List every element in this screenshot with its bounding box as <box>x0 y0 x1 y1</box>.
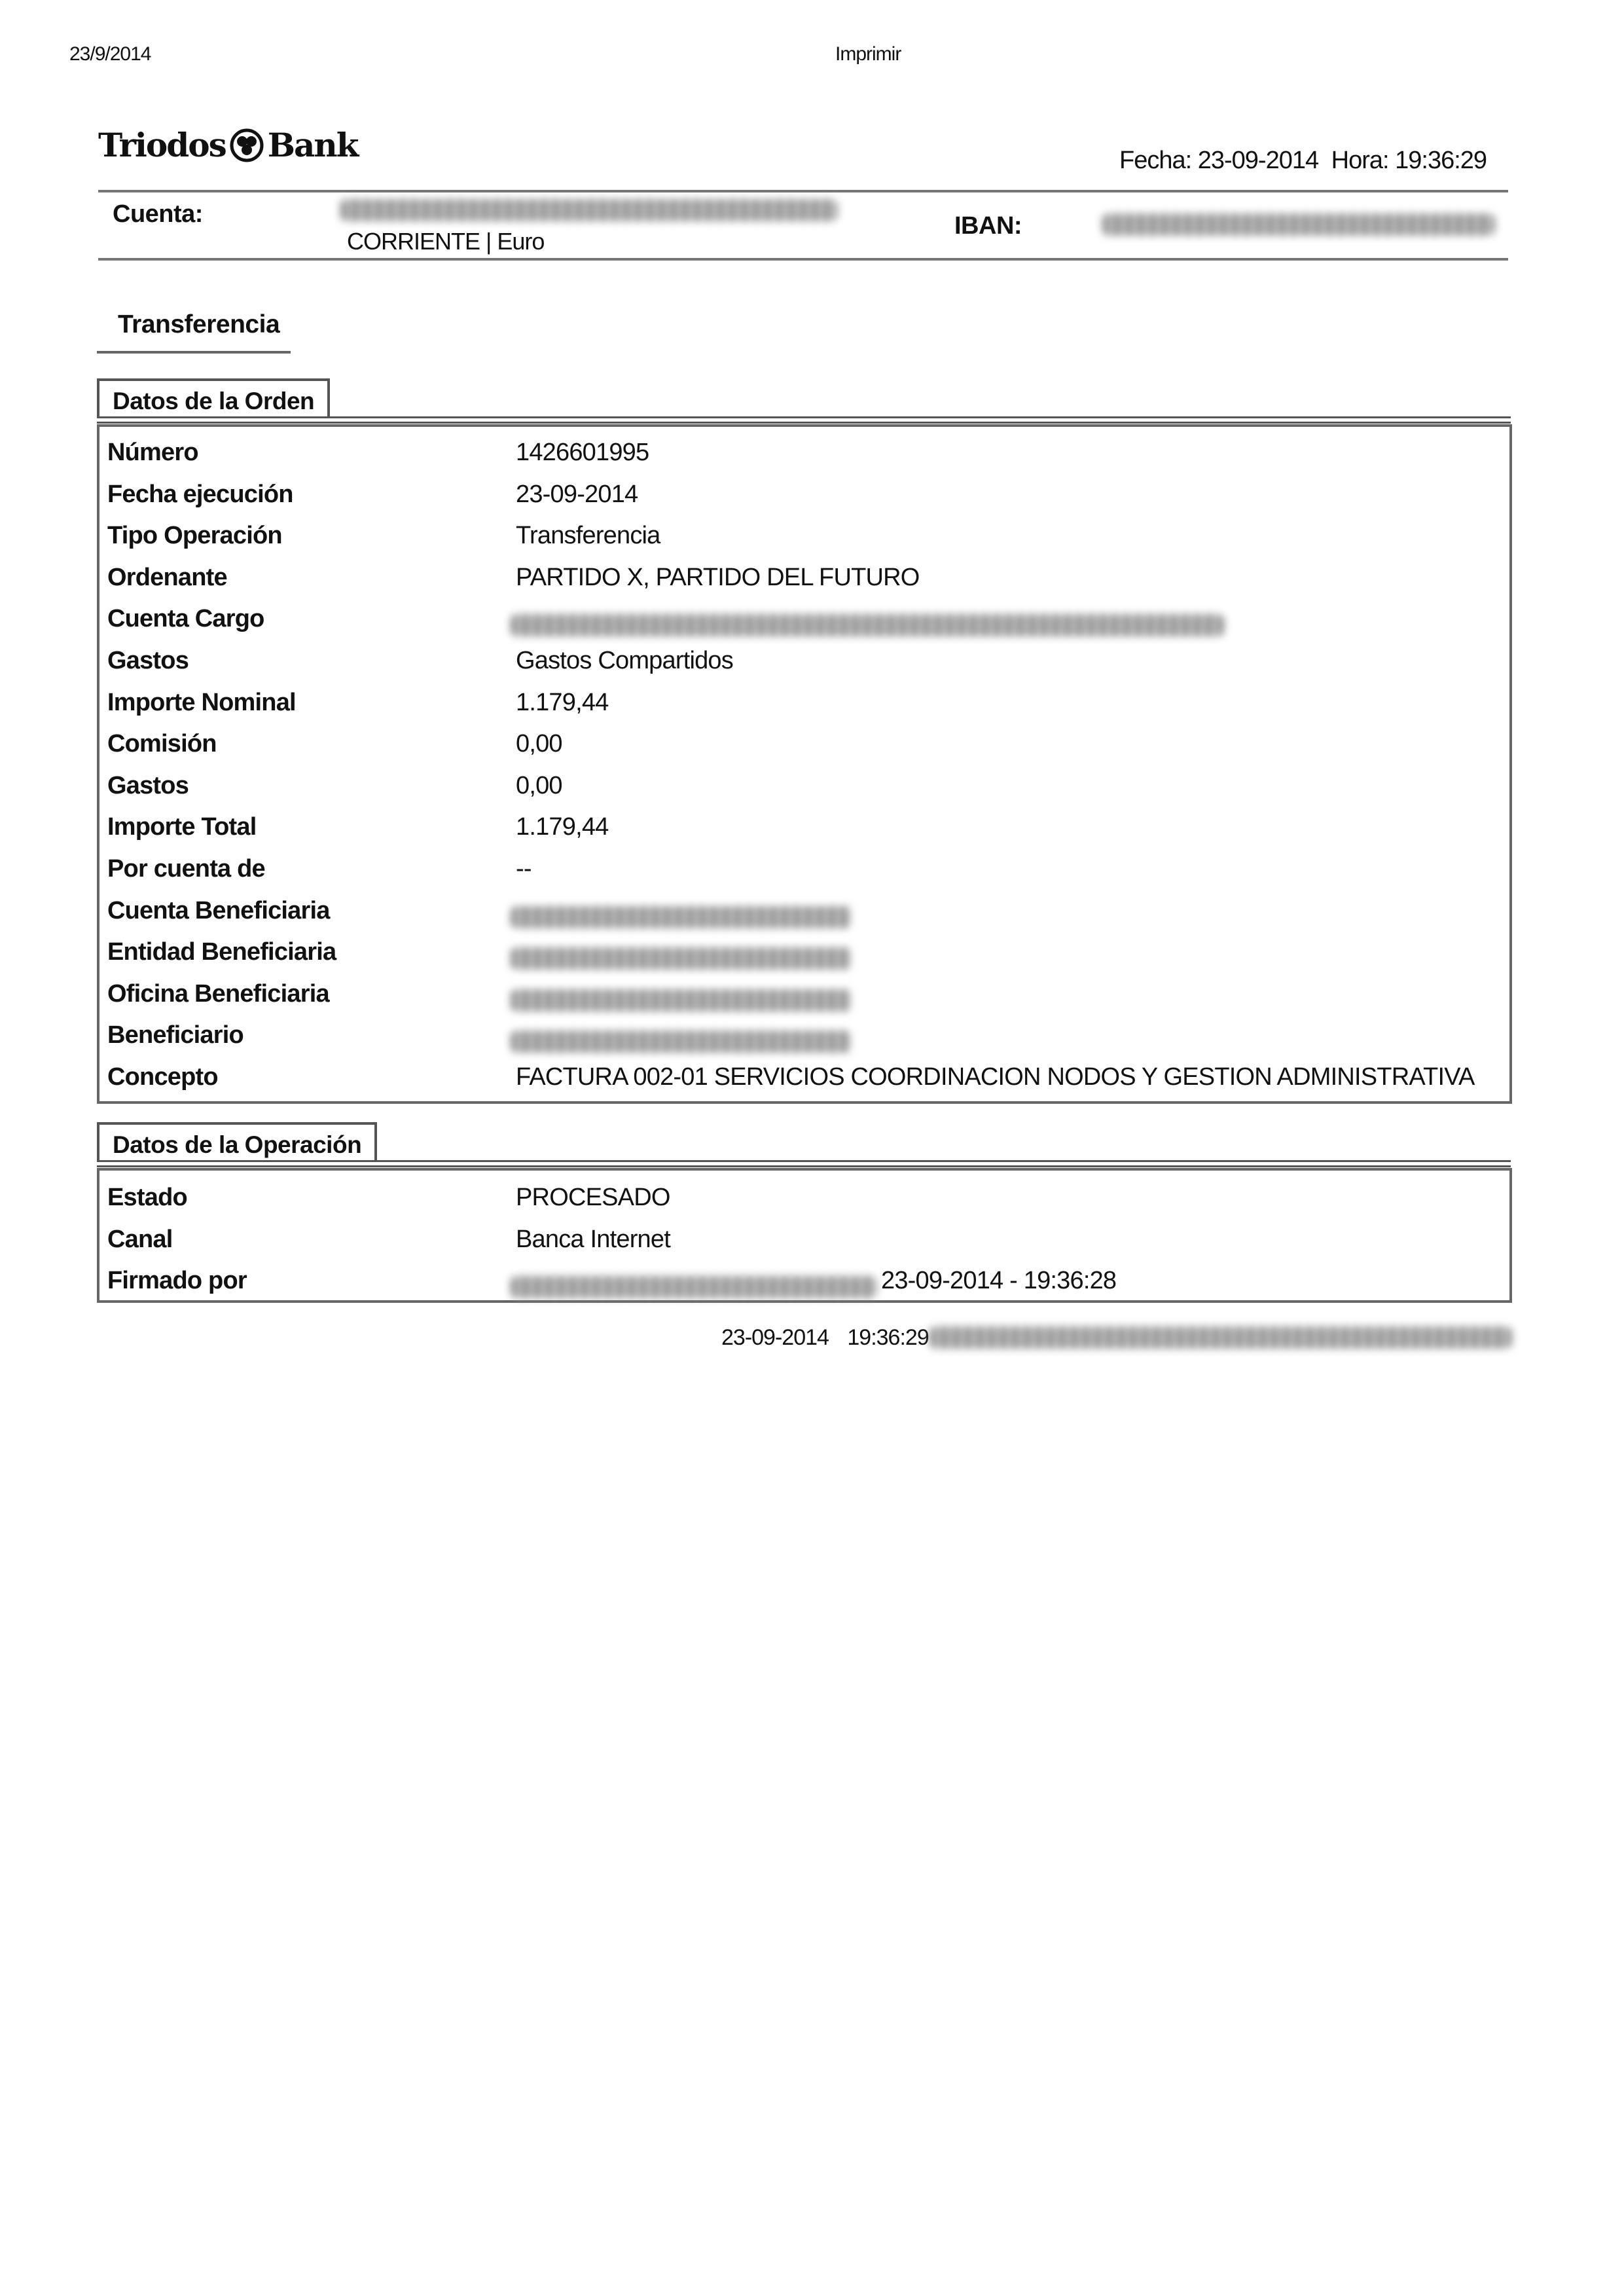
detail-label: Gastos <box>107 771 189 799</box>
detail-label: Canal <box>107 1225 173 1253</box>
operacion-tab-rule-2 <box>97 1165 1511 1167</box>
account-number-redacted <box>340 199 838 221</box>
detail-label: Número <box>107 439 198 466</box>
detail-label: Tipo Operación <box>107 522 282 550</box>
detail-row <box>0 1021 1624 1061</box>
detail-row <box>0 647 1624 686</box>
detail-value: -- <box>516 855 532 883</box>
detail-value: 1.179,44 <box>516 813 609 841</box>
orden-tab-rule <box>97 416 1511 418</box>
detail-label: Fecha ejecución <box>107 480 293 508</box>
detail-row <box>0 897 1624 936</box>
detail-label: Oficina Beneficiaria <box>107 979 329 1008</box>
tab-datos-operacion-label: Datos de la Operación <box>113 1131 362 1158</box>
detail-row <box>0 1184 1624 1223</box>
redacted-value <box>511 1030 851 1053</box>
detail-row <box>0 1267 1624 1306</box>
operacion-tab-rule <box>97 1160 1511 1162</box>
detail-row <box>0 689 1624 728</box>
detail-value: Gastos Compartidos <box>516 647 733 674</box>
section-title-underline <box>97 351 291 354</box>
iban-redacted <box>1102 213 1495 236</box>
redacted-value <box>511 1276 877 1298</box>
detail-label: Comisión <box>107 730 217 758</box>
detail-row <box>0 481 1624 520</box>
redacted-value <box>511 614 1224 636</box>
section-title: Transferencia <box>118 310 280 338</box>
detail-label: Importe Nominal <box>107 688 296 716</box>
logo-word-bank: Bank <box>267 126 358 164</box>
detail-label: Entidad Beneficiaria <box>107 938 336 966</box>
tab-datos-orden <box>97 378 330 418</box>
detail-row <box>0 980 1624 1019</box>
detail-label: Cuenta Beneficiaria <box>107 896 330 924</box>
detail-value: Banca Internet <box>516 1225 670 1253</box>
detail-value: 1426601995 <box>516 439 649 466</box>
detail-row <box>0 564 1624 603</box>
detail-label: Concepto <box>107 1063 218 1091</box>
redacted-value <box>511 989 851 1011</box>
detail-row <box>0 1063 1624 1102</box>
redacted-value <box>511 947 851 970</box>
account-top-rule <box>98 190 1508 192</box>
detail-value: 23-09-2014 <box>516 480 638 508</box>
print-title: Imprimir <box>835 43 901 65</box>
detail-row <box>0 855 1624 894</box>
tab-datos-orden-label: Datos de la Orden <box>113 388 315 414</box>
account-label: Cuenta: <box>113 200 203 228</box>
detail-value: 0,00 <box>516 771 562 799</box>
footer-time: 19:36:29 <box>847 1325 929 1350</box>
detail-label: Por cuenta de <box>107 855 265 883</box>
stamp-fecha: Fecha: 23-09-2014 <box>1119 147 1319 174</box>
detail-row <box>0 772 1624 811</box>
detail-label: Ordenante <box>107 563 227 591</box>
detail-label: Cuenta Cargo <box>107 605 264 633</box>
detail-label: Importe Total <box>107 813 257 841</box>
detail-row <box>0 439 1624 478</box>
detail-row <box>0 522 1624 561</box>
detail-value: 1.179,44 <box>516 688 609 716</box>
detail-row <box>0 1226 1624 1265</box>
iban-label: IBAN: <box>954 212 1022 240</box>
detail-row <box>0 730 1624 769</box>
detail-value: PARTIDO X, PARTIDO DEL FUTURO <box>516 563 920 591</box>
triodos-bank-logo <box>98 126 357 164</box>
account-bottom-rule <box>98 258 1508 261</box>
account-type: CORRIENTE | Euro <box>347 228 545 255</box>
orden-tab-rule-2 <box>97 422 1511 424</box>
detail-value: 23-09-2014 - 19:36:28 <box>881 1267 1117 1295</box>
detail-value: Transferencia <box>516 522 660 550</box>
tab-datos-operacion <box>97 1122 377 1161</box>
triodos-emblem-icon <box>230 128 264 162</box>
detail-label: Beneficiario <box>107 1021 244 1049</box>
detail-label: Estado <box>107 1184 187 1211</box>
detail-row <box>0 605 1624 644</box>
logo-word-triodos: Triodos <box>98 126 226 164</box>
detail-value: FACTURA 002-01 SERVICIOS COORDINACION NODOS Y GESTION ADMINISTRATIVA <box>516 1063 1475 1091</box>
detail-value: PROCESADO <box>516 1184 670 1211</box>
detail-row <box>0 813 1624 852</box>
footer-redacted <box>929 1326 1512 1349</box>
footer-timestamp <box>721 1325 929 1351</box>
footer-date: 23-09-2014 <box>721 1325 829 1350</box>
detail-row <box>0 938 1624 977</box>
print-date: 23/9/2014 <box>69 43 151 65</box>
detail-value: 0,00 <box>516 730 562 758</box>
stamp-hora: Hora: 19:36:29 <box>1331 147 1487 174</box>
detail-label: Firmado por <box>107 1267 247 1295</box>
redacted-value <box>511 906 851 928</box>
detail-label: Gastos <box>107 647 189 674</box>
print-timestamp <box>1119 147 1493 175</box>
